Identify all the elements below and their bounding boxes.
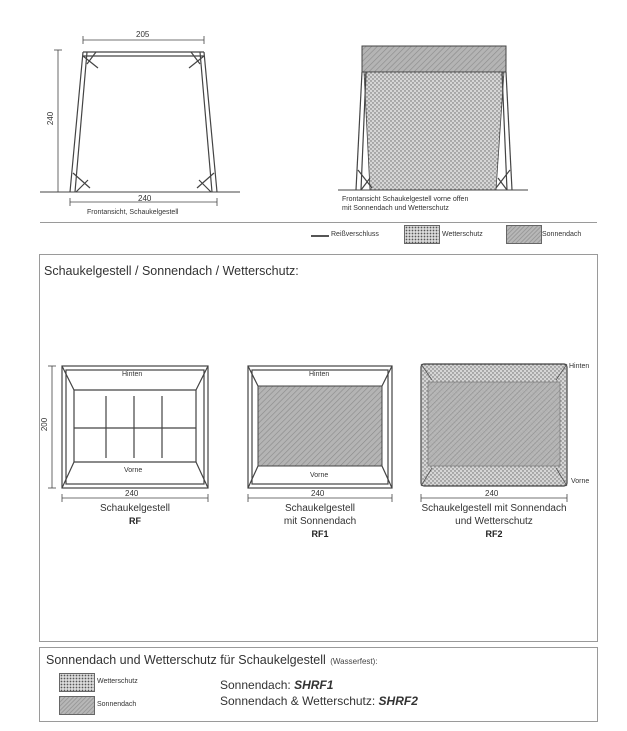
accessories-title-note: (Wasserfest): (330, 657, 378, 666)
variant-rf-diagram (42, 362, 214, 502)
weather-legend-swatch (404, 225, 440, 244)
open-front-view-diagram (338, 40, 528, 195)
bottom-sun-label: Sonnendach (97, 701, 137, 708)
product-line-sun-weather (220, 694, 418, 708)
product-code-shrf2: SHRF2 (378, 694, 418, 708)
variant-rf2-front-label: Vorne (571, 478, 590, 485)
front-height-dimension: 240 (46, 111, 56, 126)
weather-legend-label: Wetterschutz (442, 231, 483, 238)
variant-height-dimension: 200 (40, 417, 50, 432)
bottom-weather-label: Wetterschutz (97, 678, 138, 685)
variant-rf-drawing (42, 362, 214, 502)
open-front-view-drawing (338, 40, 528, 195)
variant-rf2-label (400, 502, 588, 541)
variant-rf1-width: 240 (311, 489, 325, 498)
product-line-sun-weather-label: Sonnendach & Wetterschutz: (220, 694, 379, 708)
variant-rf-front-label: Vorne (124, 467, 143, 474)
variant-rf2-width: 240 (485, 489, 499, 498)
variant-rf-label (72, 502, 198, 528)
sun-legend-label: Sonnendach (542, 231, 582, 238)
front-base-dimension: 240 (138, 194, 152, 203)
front-view-diagram (40, 28, 240, 218)
bottom-sun-swatch (59, 696, 95, 715)
variant-rf1-label (250, 502, 390, 541)
variant-rf1-line2: mit Sonnendach (283, 516, 357, 527)
variant-rf-back-label: Hinten (122, 371, 143, 378)
variant-rf1-code: RF1 (311, 529, 329, 539)
variant-rf1-line1: Schaukelgestell (284, 503, 356, 514)
variant-rf1-front-label: Vorne (310, 472, 329, 479)
variants-title: Schaukelgestell / Sonnendach / Wetterschutz: (44, 264, 299, 278)
open-view-caption-line1: Frontansicht Schaukelgestell vorne offen (342, 196, 469, 203)
variant-rf1-drawing (240, 362, 400, 502)
variant-rf2-diagram (418, 362, 570, 502)
open-view-caption-line2: mit Sonnendach und Wetterschutz (342, 205, 449, 212)
variant-rf2-code: RF2 (485, 529, 503, 539)
product-code-shrf1: SHRF1 (294, 678, 334, 692)
top-separator (40, 222, 597, 223)
product-line-sun (220, 678, 333, 692)
variant-rf2-back-label: Hinten (569, 363, 590, 370)
variant-rf-width: 240 (125, 489, 139, 498)
variant-rf-code: RF (129, 516, 141, 526)
front-width-dimension: 205 (136, 30, 150, 39)
bottom-weather-swatch (59, 673, 95, 692)
variant-rf1-diagram (240, 362, 400, 502)
variant-rf-line1: Schaukelgestell (99, 503, 171, 514)
front-view-caption: Frontansicht, Schaukelgestell (87, 209, 179, 216)
product-line-sun-label: Sonnendach: (220, 678, 295, 692)
accessories-title (46, 651, 378, 669)
zipper-legend-label: Reißverschluss (331, 231, 379, 238)
variant-rf2-line1: Schaukelgestell mit Sonnendach (421, 503, 567, 514)
variant-rf1-back-label: Hinten (309, 371, 330, 378)
zipper-legend-line (311, 235, 329, 237)
variant-rf2-drawing (418, 362, 570, 502)
variant-rf2-line2: und Wetterschutz (455, 516, 533, 527)
front-view-drawing (40, 28, 240, 218)
sun-legend-swatch (506, 225, 542, 244)
accessories-title-main: Sonnendach und Wetterschutz für Schaukelgestell (46, 653, 326, 667)
